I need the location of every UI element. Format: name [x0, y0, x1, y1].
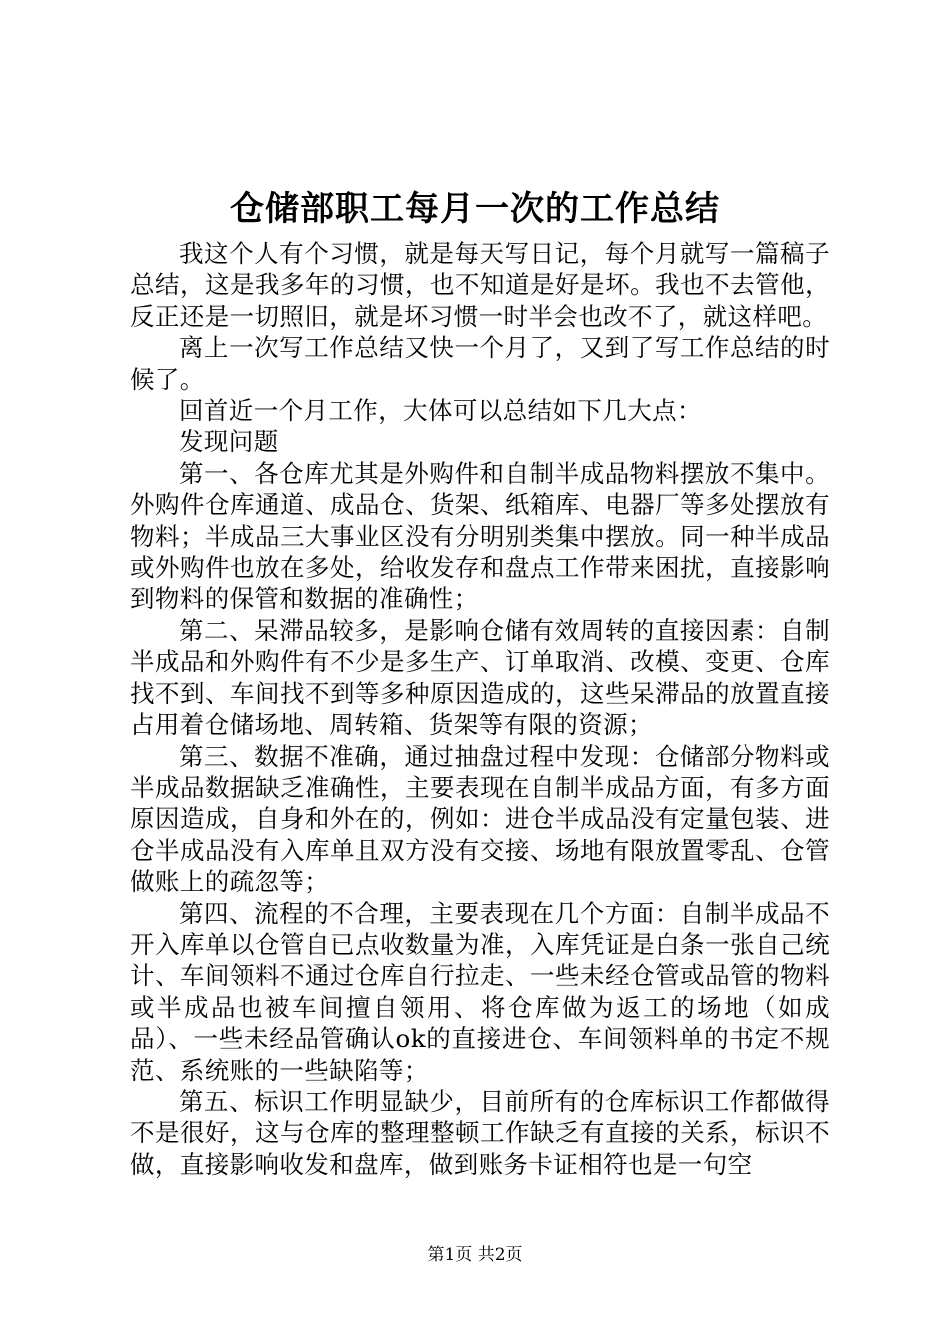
paragraph-problem-1: 第一、各仓库尤其是外购件和自制半成品物料摆放不集中。外购件仓库通道、成品仓、货架、纸箱库、电器厂等多处摆放有物料；半成品三大事业区没有分明别类集中摆放。同一种半成品或外购件也放在多处，给收发存和盘点工作带来困扰，直接影响到物料的保管和数据的准确性； — [130, 458, 830, 614]
paragraph-time-for-summary: 离上一次写工作总结又快一个月了，又到了写工作总结的时候了。 — [130, 333, 830, 394]
page-number-footer: 第1页 共2页 — [427, 1245, 523, 1265]
document-title: 仓储部职工每月一次的工作总结 — [230, 189, 720, 229]
paragraph-problem-2: 第二、呆滞品较多，是影响仓储有效周转的直接因素：自制半成品和外购件有不少是多生产、订单取消、改模、变更、仓库找不到、车间找不到等多种原因造成的，这些呆滞品的放置直接占用着仓储场地、周转箱、货架等有限的资源； — [130, 615, 830, 740]
paragraph-review-points: 回首近一个月工作，大体可以总结如下几大点： — [179, 396, 702, 426]
section-heading-problems: 发现问题 — [179, 427, 279, 457]
paragraph-problem-3: 第三、数据不准确，通过抽盘过程中发现：仓储部分物料或半成品数据缺乏准确性，主要表现在自制半成品方面，有多方面原因造成，自身和外在的，例如：进仓半成品没有定量包装、进仓半成品没有入库单且双方没有交接、场地有限放置零乱、仓管做账上的疏忽等； — [130, 741, 830, 897]
paragraph-problem-5: 第五、标识工作明显缺少，目前所有的仓库标识工作都做得不是很好，这与仓库的整理整顿工作缺乏有直接的关系，标识不做，直接影响收发和盘库，做到账务卡证相符也是一句空 — [130, 1086, 830, 1179]
document-body — [130, 238, 830, 1180]
paragraph-intro-habit: 我这个人有个习惯，就是每天写日记，每个月就写一篇稿子总结，这是我多年的习惯，也不知道是好是坏。我也不去管他，反正还是一切照旧，就是坏习惯一时半会也改不了，就这样吧。 — [130, 239, 830, 331]
paragraph-problem-4: 第四、流程的不合理，主要表现在几个方面：自制半成品不开入库单以仓管自已点收数量为准，入库凭证是白条一张自己统计、车间领料不通过仓库自行拉走、一些未经仓管或品管的物料或半成品也被车间擅自领用、将仓库做为返工的场地（如成品）、一些未经品管确认ok的直接进仓、车间领料单的书定不规范、系统账的一些缺陷等； — [130, 898, 830, 1085]
